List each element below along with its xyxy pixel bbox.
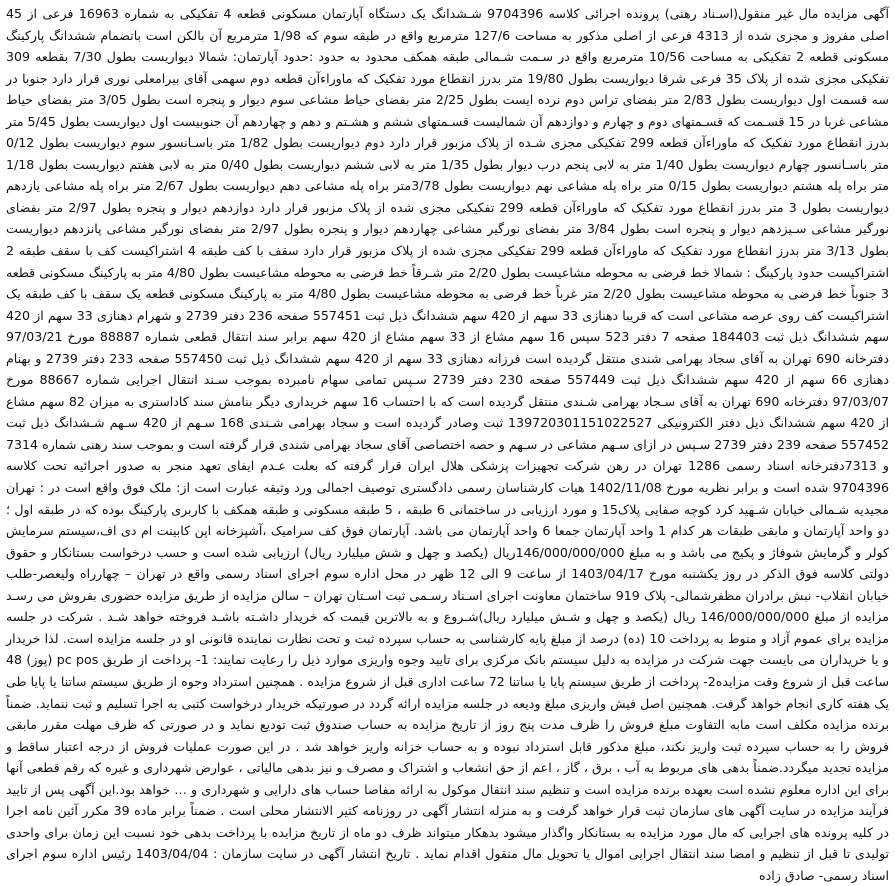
auction-notice-text: آگهی مزایده مال غیر منقول(اسـناد رهنی) پرونده اجرائی کلاسه 9704396 شـشدانگ یک دستگاه آپارتمان مسکونی قطعه 4 تفکیکی به شماره 16963 فرعی از 45 اصلی مفروز و مجزی شده از 4313 فرعی از اصلی مذکور به مساحت 127/6 مترمربع واقع در طبقه سوم که 1/98 مترمربع آن بالکن است باتضمام ششدانگ پارکینگ مسکونی قطعه 2 تفکیکی به مساحت 10/56 مترمربع واقع در سـمت شـمالی طبقه همکف محدود به حدود :حدود آپارتمان: شمالا دیواریست بطول 7/30 بقطعه 309 تفکیکی مجزی شده از پلاک 35 فرعی شرقا دیواریست بطول 19/80 متر بدرز انقطاع مورد تفکیک که ماوراءآن قطعه دوم سهمی آقای بیرامعلی نوری قرار دارد جنوبا در سه قسمت اول دیواریست بطول 2/83 متر بفضای تراس دوم نرده ایست بطول 2/25 متر بفضای حیاط مشاعی سوم دیوار و پنجره است بطول 3/05 متر بفضای حیاط مشاعی غربا در 15 قسـمت که قسـمتهای دوم و چهارم و دوازدهم آن شمالیست قسـمتهای ششم و هشـتم و دهم و چهاردهم آن جنوبیست اول دیواریست بطول 5/45 متر بدرز انقطاع مورد تفکیک که ماوراءآن قطعه 299 تفکیکی مجزی شـده از پلاک مزبور قرار دارد دوم دیواریست بطول 1/82 متر باسـانسور سوم دیواریست بطول 0/12 متر باسـانسور چهارم دیواریست بطول 1/40 متر به لابی پنجم درب دیوار بطول 1/35 متر به لابی ششم دیواریست بطول 0/40 متر به لابی هفتم دیواریست بطول 1/18 متر براه پله هشتم دیواریست بطول 0/15 متر براه پله مشاعی نهم دیواریست بطول 3/78متر براه پله مشاعی دهم دیواریست بطول 2/67 متر براه پله مشاعی یازدهم دیواریست بطول 3 متر بدرز انقطاع مورد تفکیک که ماوراءآن قطعه 299 تفکیکی مجزی شده از پلاک مزبور قرار دارد دوازدهم دیوار و پنجره بطول 2/97 متر بفضای نورگیر مشاعی سـیزدهم دیوار و پنجره است بطول 3/84 متر بفضای نورگیر مشاعی چهاردهم دیوار و پنجره بطول 2/97 متر بفضای نورگیر مشاعی پانزدهم دیواریست بطول 3/13 متر بدرز انقطاع مورد تفکیک که ماوراءآن قطعه 299 تفکیکی مجزی شده از پلاک مزبور قرار دارد سقف با کف طبقه 4 اشتراکیست کف با سقف طبقه 2 اشتراکیست حدود پارکینگ : شمالا خط فرضی به محوطه مشاعیست بطول 2/20 متر شـرقاً خط فرضی به محوطه مشاعیست بطول 4/80 متر به پارکینگ مسکونی قطعه 3 جنوباً خط فرضی به محوطه مشاعیست بطول 2/20 متر غرباً خط فرضی به محوطه مشاعیست بطول 4/80 متر به پارکینگ مسکونی قطعه یک سقف با کف طبقه یک اشتراکیست کف روی عرصه مشاعی است که قریبا دهنازی 33 سهم از 420 سهم ششدانگ ذیل ثبت 557451 صفحه 236 دفتر 2739 و شهرام دهنازی 33 سهم از 420 سهم ششدانگ ذیل ثبت 184403 صفحه 7 دفتر 523 سپس 16 سهم مشاع از 33 سهم مشاع از 420 سهم برابر سند انتقال قطعی شماره 88887 مورخ 97/03/21 دفترخانه 690 تهران به آقای سجاد بهرامی شندی منتقل گردیده است فرزانه دهنازی 33 سهم از 420 سهم ششدانگ ذیل ثبت 557450 صفحه 233 دفتر 2739 و بهنام دهنازی 66 سهم از 420 سهم ششدانگ ذیل ثبت 557449 صفحه 230 دفتر 2739 سـپس تمامی سهام نامبرده بموجب سـند انتقال اجرایی شماره 88667 مورخ 97/03/07 دفترخانه 690 تهران به آقای سـجاد بهرامی شـندی منتقل گردیده است که با احتساب 16 سهم خریداری دیگر بنامش سند کاداستری به میزان 82 سهم مشاع از 420 سهم ششدانگ ذیل دفتر الکترونیکی 139720301151022527 ثبت وصادر گردیده است و سجاد بهرامی شـندی 168 سـهم از 420 سـهم شـشدانگ ذیل ثبت 557452 صفحه 239 دفتر 2739 سـپس در ازای سـهم مشاعی در سـهم و حصه اختصاصی آقای سجاد بهرامی شندی قرار گرفته است و بموجب سند رهنی شماره 7314 و 7313دفترخانه اسناد رسمی 1286 تهران در رهن شرکت تجهیزات پزشکی هلال ایران قرار گرفته که بعلت عـدم ایفای تعهد منجر به صدور اجرائیه تحت کلاسه 9704396 شده است و برابر نظریه مورخ 1402/11/08 هیات کارشناسان رسمی دادگستری توصیف اجمالی ورد وثیقه عبارت است از: ملک فوق واقع است در : تهران مجیدیه شـمالی خیابان شـهید کرد کوچه صفایی پلاک15 و مورد ارزیابی در ساختمانی 6 طبقه ، 5 طبقه مسکونی و طبقه همکف با کاربری پارکینگ بوده که در طبقه اول ؛ دو واحد آپارتمان و مابقی طبقات هر کدام 1 واحد آپارتمان جمعا 6 واحد آپارتمان می باشد. آپارتمان فوق کف سرامیک ،آشپزخانه اپن کابینت ام دی اف،سیستم سرمایش کولر و گرمایش شوفاژ و پکیج می باشد و به مبلغ 146/000/000/000ریال (یکصد و چهل و شش میلیارد ریال) ارزیابی شده است و حسب درخواست بستانکار و حقوق دولتی کلاسه فوق الذکر در روز یکشنبه مورخ 1403/04/17 از ساعت 9 الی 12 ظهر در محل اداره سوم اجرای اسناد رسمی واقع در تهران – چهارراه ولیعصر-طلب خیابان انقلاب- نبش برادران مظفرشمالی- پلاک 919 ساختمان معاونت اجرای اسـناد رسـمی ثبت اسـتان تهران – سالن مزایده از طریق مزایده حضوری بفروش می رسـد مزایده از مبلغ 146/000/000/000 ریال (یکصد و چهل و شـش میلیارد ریال)شـروع و به بالاترین قیمت که خریدار داشـته باشـد فروخته خواهد شـد . شرکت در جلسه مزایده برای عموم آزاد و منوط به پرداخت 10 (ده) درصد از مبلغ پایه کارشناسی به حساب سپرده ثبت و تحت نظارت نماینده قانونی او در جلسه مزایده است. لذا خریدار و یا خریداران می بایست جهت شرکت در مزایده به دلیل سیستم بانک مرکزی برای تایید وجوه واریزی موارد ذیل را رعایت نمایند: 1- پرداخت از طریق pc pos (پوز) 48 ساعت قبل از شروع وقت مزایده2- پرداخت از طریق سیستم پایا یا ساتنا 72 ساعت اداری قبل از شروع مزایده . همچنین استرداد وجوه از طریق سیستم ساتنا یا پایا طی یک هفته کاری انجام خواهد گرفت. همچنین اصل فیش واریزی مبلغ ودیعه در جلسه مزایده ارائه گردد در صورتیکه خریدار درخواست کتبی به اجرا تسلیم و ثبت ننماید. ضمناً برنده مزایده مکلف است مابه التفاوت مبلغ فروش را ظرف مدت پنج روز از تاریخ مزایده به حساب صندوق ثبت تودیع نماید و در صورتی که ظرف مهلت مقرر مابقی فروش را به حساب سپرده ثبت واریز نکند، مبلغ مذکور قابل استرداد نبوده و به حساب خزانه واریز خواهد شد . در این صورت عملیات فروش از درجه اعتبار ساقط و مزایده تجدید میگردد.ضمناً بدهی های مربوط به آب ، برق ، گاز ، اعم از حق انشعاب و اشتراک و مصرف و نیز بدهی مالیاتی ، عوارض شهرداری و غیره که رقم قطعی آنها برای این اداره معلوم نشده است بعهده برنده مزایده است و تنظیم سند انتقال موکول به ارائه مفاصا حساب های دارایی و شهرداری و … خواهد بود.این آگهی پس از تایید فرآیند مزایده در سایت آگهی های سازمان ثبت قرار خواهد گرفت و به منزله انتشار آگهی در روزنامه کثیر الانتشار محلی است . ضمناً برابر ماده 39 مکرر آئین نامه اجرا در کلیه پرونده های اجرایی که مال مورد مزایده به بستانکار واگذار میشود بدهکار میتواند ظرف دو ماه از تاریخ مزایده با پرداخت بدهی خود نسبت این زمان برای واحدی تولیدی تا قبل از تنظیم و امضا سند انتقال اجرایی اموال یا تحویل مال منقول اقدام نماید . تاریخ انتشار آگهی در سایت سازمان : 1403/04/04 رئیس اداره سوم اجرای اسناد رسمی- صادق زاده — [6, 6, 890, 883]
